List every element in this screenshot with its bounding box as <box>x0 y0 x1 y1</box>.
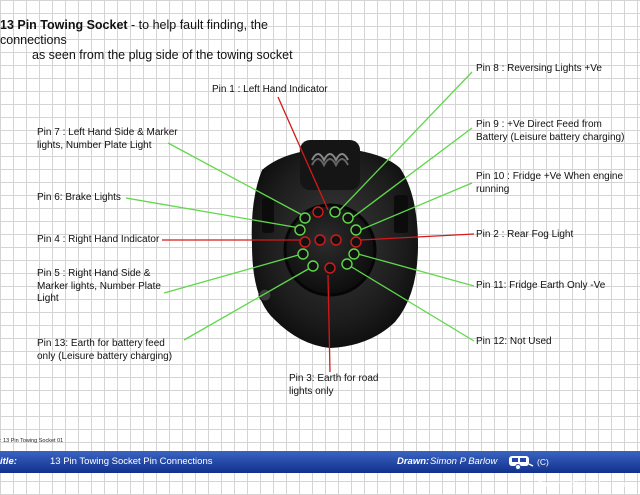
pin-hole-2 <box>351 237 361 247</box>
label-pin5-line1: Pin 5 : Right Hand Side & <box>37 268 151 279</box>
caravan-icon <box>508 455 534 470</box>
label-pin5 <box>37 268 161 306</box>
label-pin3 <box>289 373 379 398</box>
drawing-reference: : 13 Pin Towing Socket 01 <box>0 438 64 444</box>
pin-hole-12 <box>342 259 352 269</box>
pin-hole-c1 <box>315 235 325 245</box>
label-pin10-line1: Pin 10 : Fridge +Ve When engine <box>476 171 624 182</box>
label-pin10 <box>476 171 623 196</box>
label-pin9-line2: Battery (Leisure battery charging) <box>476 131 625 143</box>
label-pin2: Pin 2 : Rear Fog Light <box>476 229 574 240</box>
footer-drawn-label: Drawn: <box>397 456 430 467</box>
label-pin3-line2: lights only <box>289 385 334 397</box>
pin-hole-13 <box>308 261 318 271</box>
pin-hole-4 <box>300 237 310 247</box>
pin-hole-6 <box>295 225 305 235</box>
label-pin9 <box>476 119 624 144</box>
title-block-bar <box>0 451 640 489</box>
title-rest: - to help fault finding, the connections <box>0 18 268 47</box>
label-pin13-line2: only (Leisure battery charging) <box>37 350 173 362</box>
label-pin12: Pin 12: Not Used <box>476 336 552 347</box>
footer-title: 13 Pin Towing Socket Pin Connections <box>50 456 213 467</box>
label-pin3-line1: Pin 3: Earth for road <box>289 373 379 384</box>
pin-hole-10 <box>351 225 361 235</box>
label-pin8: Pin 8 : Reversing Lights +Ve <box>476 63 602 74</box>
label-pin13-line1: Pin 13: Earth for battery feed <box>37 338 165 349</box>
pin-hole-7 <box>300 213 310 223</box>
footer-copyright: (C) CaravanChronicles.com <box>537 457 628 489</box>
pin-hole-8 <box>330 207 340 217</box>
label-pin9-line1: Pin 9 : +Ve Direct Feed from <box>476 119 602 130</box>
pin-hole-1 <box>313 207 323 217</box>
title-bold: 13 Pin Towing Socket <box>0 18 128 32</box>
label-pin1: Pin 1 : Left Hand Indicator <box>212 84 328 95</box>
label-pin11: Pin 11: Fridge Earth Only -Ve <box>476 280 606 291</box>
pin-hole-9 <box>343 213 353 223</box>
footer-drawn-name: Simon P Barlow <box>430 456 498 467</box>
label-pin7-line2: lights, Number Plate Light <box>37 139 152 151</box>
label-pin7-line1: Pin 7 : Left Hand Side & Marker <box>37 127 178 138</box>
label-pin5-line2: Marker lights, Number Plate <box>37 280 161 292</box>
label-pin4: Pin 4 : Right Hand Indicator <box>37 234 160 245</box>
label-pin5-line3: Light <box>37 293 59 304</box>
label-pin10-line2: running <box>476 183 510 195</box>
label-pin6: Pin 6: Brake Lights <box>37 192 121 203</box>
pin-hole-11 <box>349 249 359 259</box>
pin-hole-5 <box>298 249 308 259</box>
footer-title-label: itle: <box>0 456 17 467</box>
label-pin7 <box>37 127 178 152</box>
label-pin13 <box>37 338 172 363</box>
pin-hole-c2 <box>331 235 341 245</box>
pin-hole-3 <box>325 263 335 273</box>
title-line-2: as seen from the plug side of the towing socket <box>32 48 293 62</box>
